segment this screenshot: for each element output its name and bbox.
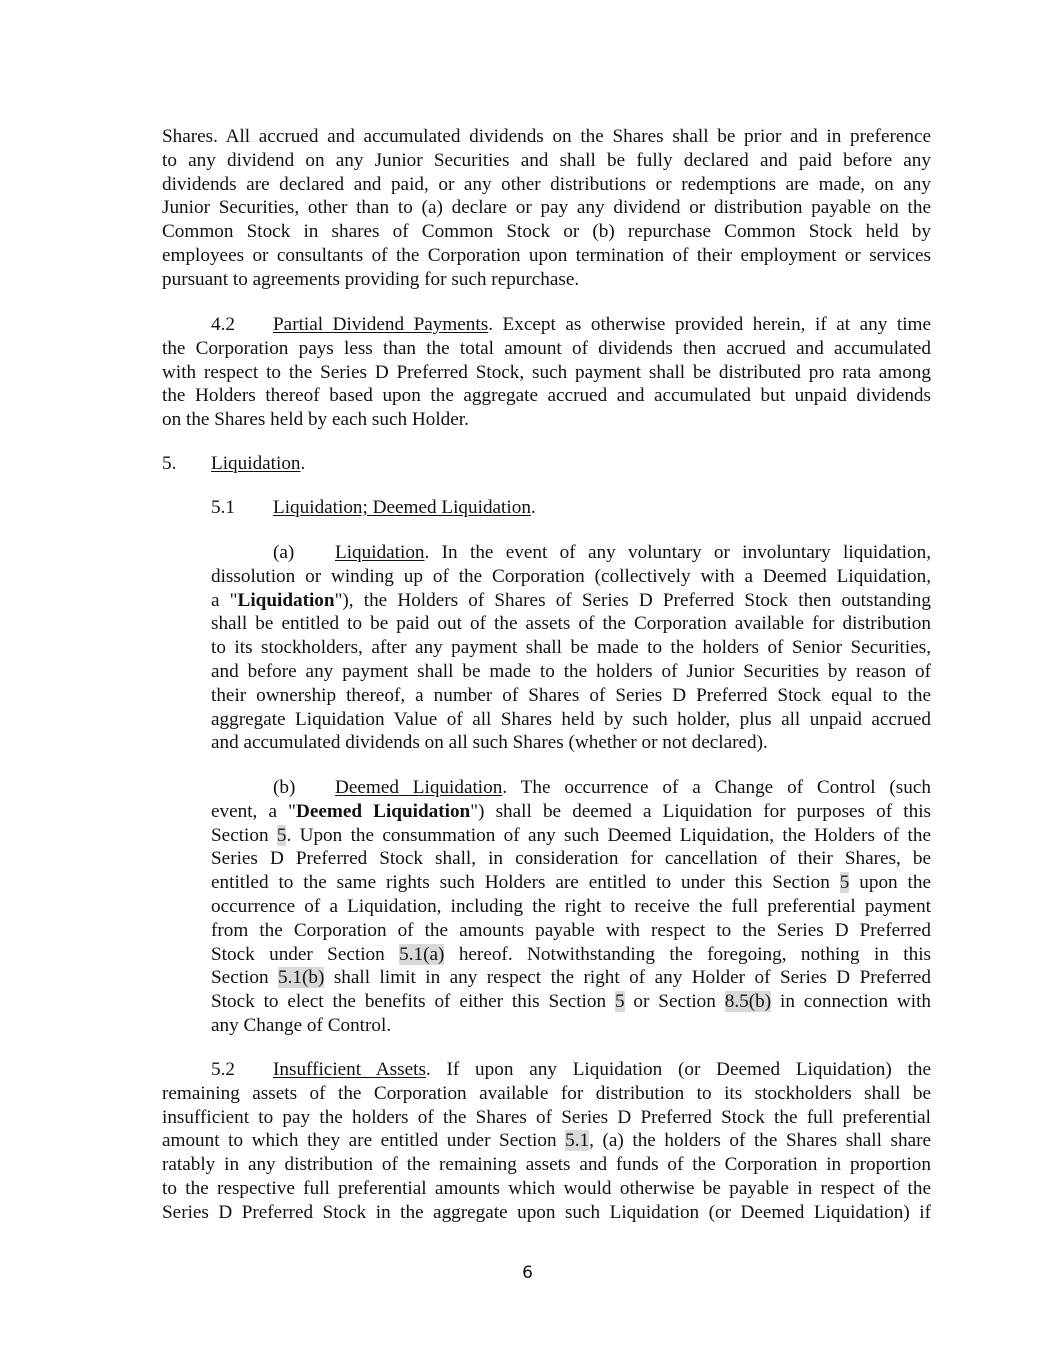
section-heading: Deemed Liquidation (335, 777, 503, 798)
text-run: upon the (849, 872, 931, 894)
text-run: . The occurrence of a Change of Control (such (502, 777, 931, 798)
text-line: ratably in any distribution of the remaining assets and funds of the Corporation in proportion (162, 1154, 931, 1176)
defined-term: Deemed Liquidation (295, 800, 471, 822)
cross-reference-link[interactable]: 5.1 (565, 1130, 590, 1152)
text-line: their ownership thereof, a number of Shares of Series D Preferred Stock equal to the (211, 684, 931, 706)
text-line: the Corporation pays less than the total amount of dividends then accrued and accumulated (162, 337, 931, 359)
text-line: employees or consultants of the Corporation upon termination of their employment or services (162, 244, 931, 266)
section-4-2 (162, 313, 931, 432)
text-run: amount to which they are entitled under Section (162, 1130, 566, 1152)
paragraph-dividend-preference (162, 125, 931, 292)
text-run: . Upon the consummation of any such Deemed Liquidation, the Holders of the (286, 824, 931, 846)
text-line (211, 824, 931, 848)
section-5-1-b-first-line (211, 776, 931, 800)
cross-reference-link[interactable]: 5 (839, 872, 850, 894)
cross-reference-link[interactable]: 5.1(a) (399, 943, 445, 965)
section-5-heading (162, 452, 931, 476)
text-line: Shares. All accrued and accumulated dividends on the Shares shall be prior and in preference (162, 126, 931, 147)
text-run: Section (211, 967, 279, 989)
text-run: ") shall be deemed a Liquidation for purposes of this (470, 800, 931, 822)
text-line (162, 1129, 931, 1153)
section-number: 5.1 (211, 497, 235, 518)
text-line: to any dividend on any Junior Securities and shall be fully declared and paid before any (162, 149, 931, 171)
text-line: Common Stock in shares of Common Stock or (b) repurchase Common Stock held by (162, 221, 931, 243)
cross-reference-link[interactable]: 5 (276, 824, 287, 846)
text-line: the Holders thereof based upon the aggregate accrued and accumulated but unpaid dividends (162, 385, 931, 407)
section-4-2-first-line (162, 313, 931, 337)
text-line: Series D Preferred Stock shall, in consideration for cancellation of their Shares, be (211, 848, 931, 870)
section-heading: Liquidation; Deemed Liquidation (273, 497, 531, 518)
defined-term: Liquidation (237, 589, 335, 611)
text-line: and accumulated dividends on all such Shares (whether or not declared). (211, 732, 768, 754)
section-5-2 (162, 1058, 931, 1225)
text-line (211, 943, 931, 967)
heading-line (162, 452, 931, 476)
text-line: Series D Preferred Stock in the aggregate upon such Liquidation (or Deemed Liquidation) if (162, 1201, 931, 1223)
text-line (211, 990, 931, 1014)
text-run: "), the Holders of Shares of Series D Preferred Stock then outstanding (334, 589, 931, 611)
text-line: and before any payment shall be made to the holders of Junior Securities by reason of (211, 660, 931, 682)
text-line (211, 871, 931, 895)
cross-reference-link[interactable]: 5 (614, 991, 625, 1013)
text-line: aggregate Liquidation Value of all Shares held by such holder, plus all unpaid accrued (211, 708, 931, 730)
section-number: 4.2 (211, 314, 235, 335)
text-run: entitled to the same rights such Holders are entitled to under this Section (211, 872, 840, 894)
text-line: with respect to the Series D Preferred Stock, such payment shall be distributed pro rata among (162, 361, 931, 383)
text-line: Junior Securities, other than to (a) declare or pay any dividend or distribution payable on the (162, 197, 931, 219)
text-run: . If upon any Liquidation (or Deemed Liquidation) the (425, 1059, 931, 1080)
section-number: (b) (273, 777, 296, 798)
text-run: shall limit in any respect the right of any Holder of Series D Preferred (324, 967, 931, 989)
text-run: Stock to elect the benefits of either this Section (211, 991, 615, 1013)
section-5-2-first-line (162, 1058, 931, 1082)
text-line: shall be entitled to be paid out of the assets of the Corporation available for distribution (211, 613, 931, 635)
text-line: any Change of Control. (211, 1014, 392, 1036)
text-run: . In the event of any voluntary or involuntary liquidation, (424, 542, 931, 563)
text-line: to its stockholders, after any payment shall be made to the holders of Senior Securities, (211, 637, 931, 659)
text-line: remaining assets of the Corporation available for distribution to its stockholders shall be (162, 1082, 931, 1104)
text-run: or Section (624, 991, 725, 1013)
text-run: , (a) the holders of the Shares shall share (589, 1130, 931, 1152)
section-heading: Insufficient Assets (273, 1059, 426, 1080)
heading-suffix: . (300, 453, 306, 474)
text-line: on the Shares held by each such Holder. (162, 409, 469, 431)
section-5-1-heading (211, 496, 931, 520)
text-line: insufficient to pay the holders of the Shares of Series D Preferred Stock the full preferential (162, 1106, 931, 1128)
text-run: in connection with (771, 991, 931, 1013)
section-5-1-a (211, 541, 931, 755)
cross-reference-link[interactable]: 8.5(b) (724, 991, 772, 1013)
heading-suffix: . (530, 497, 536, 518)
section-5-1-b (211, 776, 931, 1038)
text-run: Stock under Section (211, 943, 400, 965)
text-line: occurrence of a Liquidation, including the right to receive the full preferential payment (211, 895, 931, 917)
text-run: hereof. Notwithstanding the foregoing, nothing in this (444, 943, 931, 965)
text-run: . Except as otherwise provided herein, if at any time (488, 314, 931, 335)
cross-reference-link[interactable]: 5.1(b) (278, 967, 325, 989)
page-number: 6 (522, 1263, 533, 1283)
text-line (211, 800, 931, 824)
text-line (211, 589, 931, 613)
text-line (211, 966, 931, 990)
heading-line (211, 496, 931, 520)
text-run: Section (211, 824, 277, 846)
section-heading: Liquidation (211, 453, 301, 474)
section-number: 5.2 (211, 1059, 235, 1080)
section-heading: Partial Dividend Payments (273, 314, 489, 335)
text-line: pursuant to agreements providing for such repurchase. (162, 268, 580, 290)
text-run: a " (211, 589, 238, 611)
text-line: to the respective full preferential amounts which would otherwise be payable in respect of the (162, 1177, 931, 1199)
text-line: dissolution or winding up of the Corporation (collectively with a Deemed Liquidation, (211, 565, 931, 587)
text-line: dividends are declared and paid, or any other distributions or redemptions are made, on any (162, 173, 931, 195)
section-5-1-a-first-line (211, 541, 931, 565)
section-heading: Liquidation (335, 542, 425, 563)
section-number: 5. (162, 453, 177, 474)
section-number: (a) (273, 542, 295, 563)
text-run: event, a " (211, 800, 296, 822)
text-line: from the Corporation of the amounts payable with respect to the Series D Preferred (211, 919, 931, 941)
